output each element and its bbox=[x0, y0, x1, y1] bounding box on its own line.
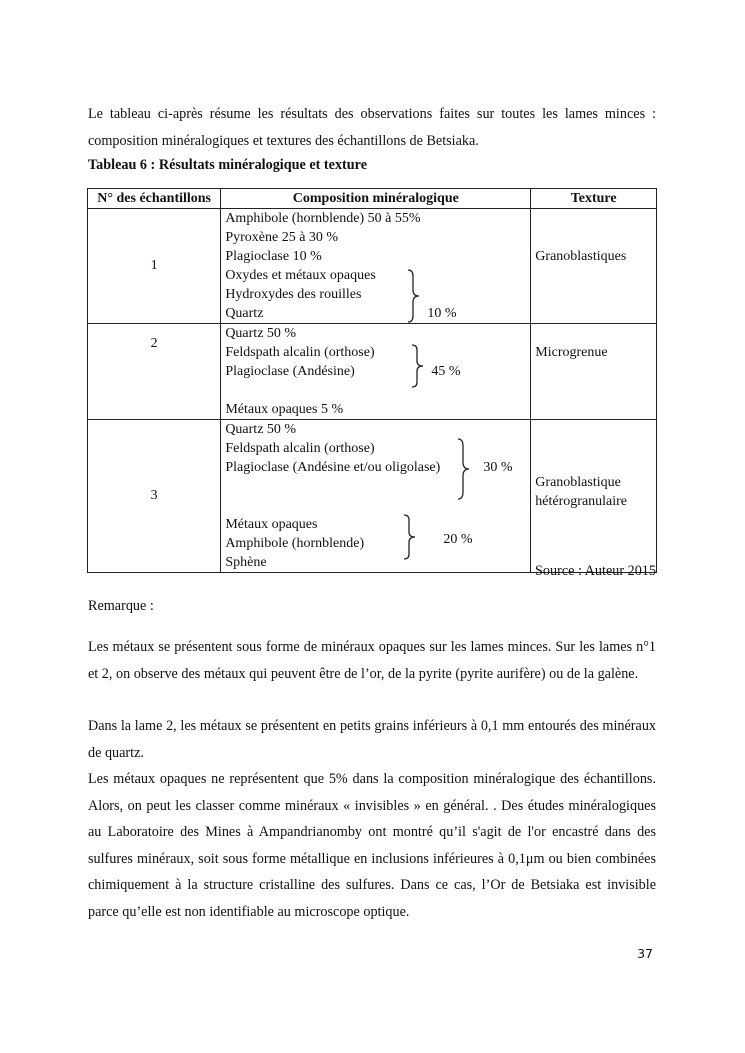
header-sample: N° des échantillons bbox=[88, 189, 221, 209]
mineral-line: Plagioclase (Andésine et/ou oligolase) bbox=[225, 460, 441, 475]
sample-number: 1 bbox=[88, 209, 221, 324]
mineral-line: Amphibole (hornblende) bbox=[225, 536, 365, 551]
table-header-row bbox=[88, 189, 657, 209]
table-caption: Tableau 6 : Résultats minéralogique et texture bbox=[88, 157, 368, 173]
group-percent: 45 % bbox=[431, 364, 461, 379]
texture-label: Granoblastiques bbox=[535, 249, 627, 264]
mineral-line: Métaux opaques bbox=[225, 517, 318, 532]
texture-label: Microgrenue bbox=[535, 345, 608, 360]
sample-number-label: 2 bbox=[150, 335, 158, 351]
body-paragraph: Dans la lame 2, les métaux se présentent en petits grains inférieurs à 0,1 mm entourés des minéraux de quartz. bbox=[88, 718, 656, 761]
body-paragraph: Les métaux se présentent sous forme de minéraux opaques sur les lames minces. Sur les lames n°1 et 2, on observe des métaux qui peuvent être de l’or, de la pyrite (pyrite aurifère) ou de la galène. bbox=[88, 639, 656, 682]
mineral-line: Amphibole (hornblende) 50 à 55% bbox=[225, 211, 421, 226]
intro-paragraph: Le tableau ci-après résume les résultats des observations faites sur toutes les lames minces : composition minéralogiques et textures des échantillons de Betsiaka. bbox=[88, 106, 656, 149]
mineral-line: Métaux opaques 5 % bbox=[225, 402, 344, 417]
mineral-line: Pyroxène 25 à 30 % bbox=[225, 230, 339, 245]
mineral-line: Plagioclase 10 % bbox=[225, 249, 322, 264]
curly-brace-icon bbox=[411, 344, 425, 388]
mineral-line: Quartz 50 % bbox=[225, 422, 297, 437]
curly-brace-icon bbox=[407, 269, 421, 323]
texture-cell bbox=[531, 420, 657, 573]
curly-brace-icon bbox=[403, 514, 417, 560]
mineral-line: Quartz bbox=[225, 306, 264, 321]
mineral-line: Oxydes et métaux opaques bbox=[225, 268, 376, 283]
mineral-line: Sphène bbox=[225, 555, 267, 570]
page-number: 37 bbox=[637, 946, 653, 961]
table-row bbox=[88, 324, 657, 420]
mineral-line: Hydroxydes des rouilles bbox=[225, 287, 362, 302]
header-composition: Composition minéralogique bbox=[221, 189, 531, 209]
header-texture: Texture bbox=[531, 189, 657, 209]
composition-cell bbox=[221, 324, 531, 420]
sample-number: 3 bbox=[88, 420, 221, 573]
curly-brace-icon bbox=[457, 438, 471, 500]
group-percent: 20 % bbox=[443, 532, 473, 547]
composition-cell bbox=[221, 209, 531, 324]
table-source: Source : Auteur 2015 bbox=[535, 563, 656, 579]
mineral-line: Plagioclase (Andésine) bbox=[225, 364, 355, 379]
mineral-line: Feldspath alcalin (orthose) bbox=[225, 345, 375, 360]
texture-label: Granoblastique hétérogranulaire bbox=[535, 475, 628, 509]
table-row bbox=[88, 209, 657, 324]
results-table bbox=[87, 188, 657, 573]
table-row bbox=[88, 420, 657, 573]
body-paragraph: Les métaux opaques ne représentent que 5% dans la composition minéralogique des échantillons. Alors, on peut les classer comme minéraux « invisibles » en général. . Des études minéralogiques au Laboratoire des Mines à Ampandrianomby ont montré qu’il s'agit de l'or encastré dans des sulfures minéraux, soit sous forme métallique en inclusions inférieures à 0,1μm ou bien combinées chimiquement à la structure cristalline des sulfures. Dans ce cas, l’Or de Betsiaka est invisible parce qu’elle est non identifiable au microscope optique. bbox=[88, 771, 656, 920]
remark-heading: Remarque : bbox=[88, 598, 154, 614]
composition-cell bbox=[221, 420, 531, 573]
sample-number bbox=[88, 324, 221, 420]
texture-cell bbox=[531, 209, 657, 324]
texture-cell bbox=[531, 324, 657, 420]
group-percent: 10 % bbox=[427, 306, 457, 321]
group-percent: 30 % bbox=[483, 460, 513, 475]
mineral-line: Quartz 50 % bbox=[225, 326, 297, 341]
mineral-line: Feldspath alcalin (orthose) bbox=[225, 441, 375, 456]
